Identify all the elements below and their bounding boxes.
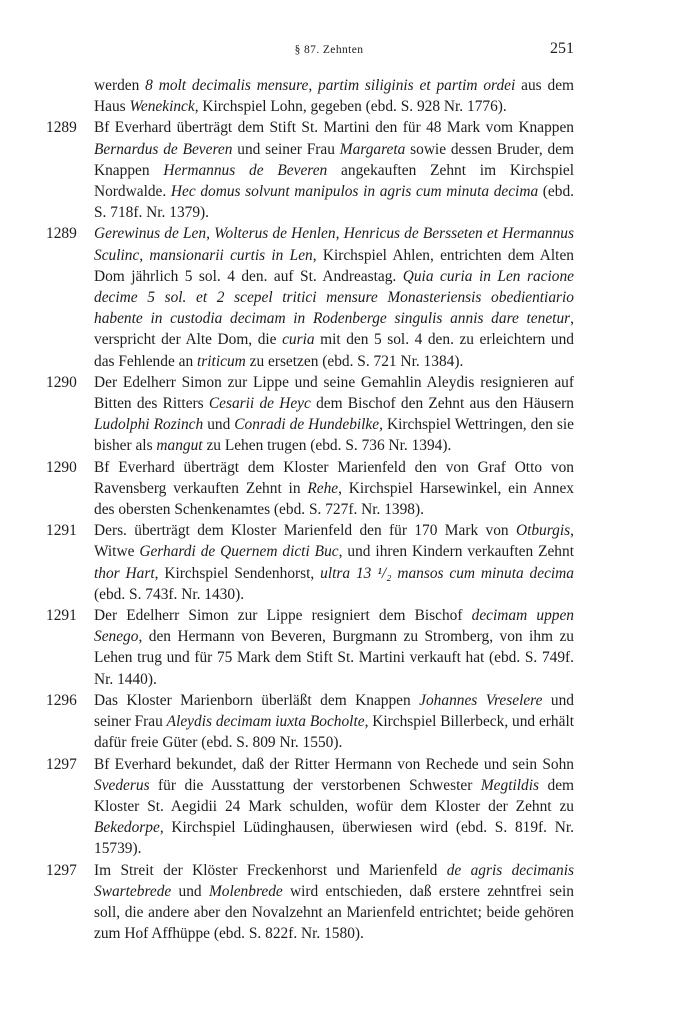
latin-quote: Gerhardi de Quernem dicti Buc [139,543,339,561]
entry-text: (ebd. S. 718f. Nr. 1379). [94,183,575,222]
latin-quote: Wenekinck [129,98,195,116]
running-head: § 87. Zehnten [294,44,364,56]
chronicle-entry [0,860,574,945]
entry-year: 1296 [46,691,77,709]
entry-text: , und ihren Kindern verkauften Zehnt [338,543,574,561]
latin-quote: Bekedorpe [94,819,160,837]
entry-year: 1297 [46,755,77,773]
entry-text: und seiner Frau [94,691,574,731]
latin-quote: Otburgis [515,522,571,540]
latin-quote: Svederus [94,776,150,794]
entry-text: Bf Everhard bekundet, daß der Ritter Hermann von Rechede und sein Sohn [94,755,574,773]
entry-year: 1290 [46,458,77,476]
entry-text: werden [94,77,146,94]
entry-text: dem Bischof den Zehnt aus den Häusern [310,395,575,413]
entry-text: Der Edelherr Simon zur Lippe resigniert dem Bischof [94,607,472,625]
latin-quote: Hec domus solvunt manipulos in agris cum minuta decima [170,183,539,201]
entry-text: (ebd. S. 743f. Nr. 1430). [94,585,245,603]
latin-quote: 8 molt decimalis mensure, partim siliginis et partim ordei [145,77,516,94]
latin-quote: ultra 13 ¹/₂ mansos cum minuta decima [320,564,574,582]
chronicle-entry [0,223,574,371]
entry-text: und [171,882,209,900]
latin-quote: Conradi de Hundebilke [234,416,380,434]
entry-list [0,75,700,944]
latin-quote: Johannes Vreselere [419,691,543,709]
chronicle-entry [0,520,574,605]
entry-text: mit den 5 sol. 4 den. zu erleichtern und das Fehlende an [94,331,574,370]
entry-text: , Kirchspiel Billerbeck, und erhält dafür freie Güter (ebd. S. 809 Nr. 1550). [94,713,574,752]
entry-text: , Kirchspiel Lüdinghausen, überwiesen wird (ebd. S. 819f. Nr. 15739). [94,819,574,858]
entry-text: aus dem Haus [94,77,574,116]
latin-quote: Ludolphi Rozinch [94,416,204,434]
latin-quote: Quia curia in Len racione decime 5 sol. et 2 scepel tritici mensure Monasteriensis obedientiario habente in custodia decimam in Rodenberge singulis annis dare tenetur [94,267,574,328]
latin-quote: Margareta [339,140,406,158]
entry-text: angekauften Zehnt im Kirchspiel Nordwalde. [94,161,574,201]
entry-text: sowie dessen Bruder, dem Knappen [94,140,575,179]
latin-quote: mangut [156,437,203,455]
entry-text: , Witwe [94,522,574,561]
entry-text: wird entschieden, daß erstere zehntfrei sein soll, die andere aber den Novalzehnt an Marienfeld entrichtet; beide gehören zum Hof Affhüppe (ebd. S. 822f. Nr. 1580). [94,882,574,943]
latin-quote: decimam uppen Senego [94,607,574,646]
entry-text: Das Kloster Marienborn überläßt dem Knappen [94,691,420,709]
entry-text: Im Streit der Klöster Freckenhorst und Marienfeld [94,861,447,879]
latin-quote: Aleydis decimam iuxta Bocholte [166,713,365,731]
entry-text: , den Hermann von Beveren, Burgmann zu Stromberg, von ihm zu Lehen trug und für 75 Mark dem Stift St. Martini verkauft hat (ebd. S. 749f. Nr. 1440). [94,628,574,688]
entry-year: 1290 [46,373,77,391]
entry-text: , Kirchspiel Harsewinkel, ein Annex des obersten Schenkenamtes (ebd. S. 727f. Nr. 1398). [94,479,574,519]
latin-quote: triticum [197,352,246,370]
entry-text: zu Lehen trugen (ebd. S. 736 Nr. 1394). [202,437,452,455]
chronicle-entry [0,117,574,223]
entry-text: , Kirchspiel Lohn, gegeben (ebd. S. 928 Nr. 1776). [194,98,507,116]
entry-text: zu ersetzen (ebd. S. 721 Nr. 1384). [245,352,464,370]
entry-text: Bf Everhard überträgt dem Stift St. Martini den für 48 Mark vom Knappen [94,119,574,137]
entry-year: 1291 [46,522,77,540]
entry-text: Bf Everhard überträgt dem Kloster Marienfeld den von Graf Otto von Ravensberg verkauften Zehnt in [94,458,574,497]
chronicle-entry [0,372,574,457]
chronicle-entry [0,457,574,521]
entry-year: 1297 [46,861,77,879]
entry-text: und seiner Frau [232,140,340,158]
latin-quote: de agris decimanis Swartebrede [94,861,574,900]
chronicle-entry [0,690,574,754]
page-header [84,40,574,62]
entry-text: Ders. überträgt dem Kloster Marienfeld den für 170 Mark von [94,522,516,540]
latin-quote: curia [282,331,315,349]
entry-text: , Kirchspiel Sendenhorst, [154,564,321,582]
entry-year: 1291 [46,607,77,625]
entry-text: , verspricht der Alte Dom, die [94,310,574,349]
page-number: 251 [550,40,574,57]
latin-quote: Rehe [307,479,339,497]
chronicle-entry [0,754,574,860]
latin-quote: Molenbrede [208,882,283,900]
entry-text: , Kirchspiel Wettringen, den sie bisher als [94,416,574,455]
entry-text: Der Edelherr Simon zur Lippe und seine Gemahlin Aleydis resignieren auf Bitten des Ritters [94,373,574,413]
chronicle-entry [0,605,574,690]
entry-year: 1289 [46,225,77,243]
latin-quote: Hermannus de Beveren [163,161,328,179]
entry-text: für die Ausstattung der verstorbenen Schwester [149,776,481,794]
latin-quote: Bernardus de Beveren [94,140,233,158]
entry-text: , Kirchspiel Ahlen, entrichten dem Alten Dom jährlich 5 sol. 4 den. auf St. Andreastag. [94,246,574,285]
entry-year: 1289 [46,119,77,137]
latin-quote: thor Hart [94,564,155,582]
chronicle-entry [0,75,574,117]
latin-quote: Cesarii de Heyc [208,395,311,413]
entry-text: dem Kloster St. Aegidii 24 Mark schulden, wofür dem Kloster der Zehnt zu [94,776,574,815]
entry-text: und [203,416,235,434]
latin-quote: Megtildis [480,776,539,794]
latin-quote: Gerewinus de Len, Wolterus de Henlen, Henricus de Bersseten et Hermannus Sculinc, mansionarii curtis in Len [94,225,574,264]
